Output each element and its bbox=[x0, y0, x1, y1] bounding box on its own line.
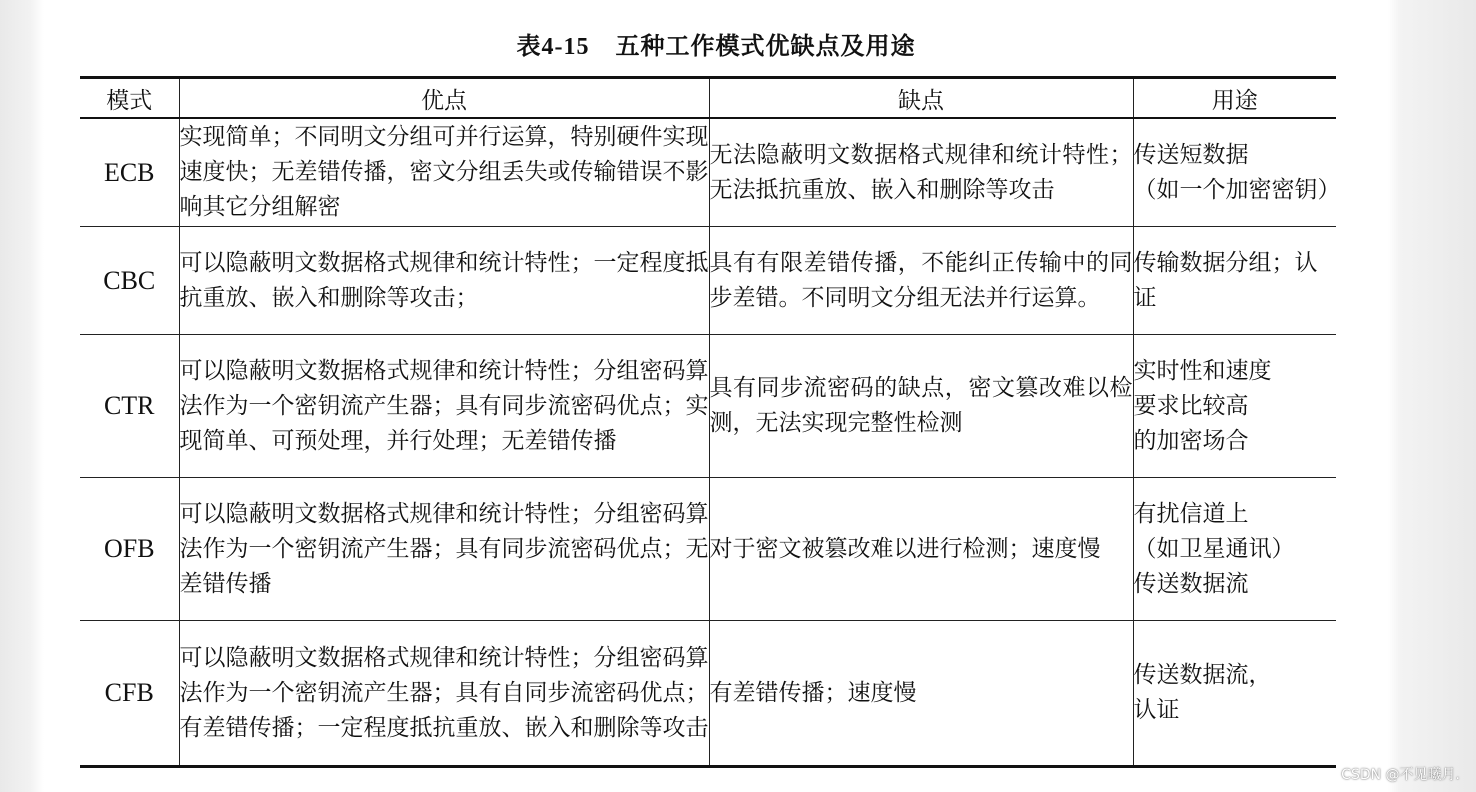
mode-cell: ECB bbox=[80, 118, 179, 227]
table-row bbox=[80, 621, 1336, 767]
table-row bbox=[80, 227, 1336, 335]
usage-cell: 有扰信道上 （如卫星通讯） 传送数据流 bbox=[1133, 478, 1336, 621]
document-page bbox=[44, 0, 1388, 792]
mode-cell: OFB bbox=[80, 478, 179, 621]
mode-cell: CBC bbox=[80, 227, 179, 335]
watermark: CSDN @不见曦月. bbox=[1341, 767, 1460, 783]
disadvantages-cell: 具有有限差错传播，不能纠正传输中的同步差错。不同明文分组无法并行运算。 bbox=[709, 227, 1133, 335]
table-title: 五种工作模式优缺点及用途 bbox=[615, 31, 916, 60]
advantages-cell: 实现简单；不同明文分组可并行运算，特别硬件实现速度快；无差错传播，密文分组丢失或传输错误不影响其它分组解密 bbox=[179, 118, 709, 227]
modes-table bbox=[80, 76, 1341, 768]
usage-cell: 传送数据流， 认证 bbox=[1133, 621, 1336, 767]
table-row bbox=[80, 118, 1336, 227]
header-mode: 模式 bbox=[80, 78, 179, 119]
usage-cell: 传送短数据 （如一个加密密钥） bbox=[1133, 118, 1336, 227]
table-row bbox=[80, 478, 1336, 621]
advantages-cell: 可以隐蔽明文数据格式规律和统计特性；分组密码算法作为一个密钥流产生器；具有同步流密码优点；无差错传播 bbox=[179, 478, 709, 621]
header-disadvantages: 缺点 bbox=[709, 78, 1133, 119]
table-number: 表4-15 bbox=[516, 34, 590, 60]
disadvantages-cell: 有差错传播；速度慢 bbox=[709, 621, 1133, 767]
advantages-cell: 可以隐蔽明文数据格式规律和统计特性；一定程度抵抗重放、嵌入和删除等攻击； bbox=[179, 227, 709, 335]
disadvantages-cell: 对于密文被篡改难以进行检测；速度慢 bbox=[709, 478, 1133, 621]
header-advantages: 优点 bbox=[179, 78, 709, 119]
disadvantages-cell: 无法隐蔽明文数据格式规律和统计特性；无法抵抗重放、嵌入和删除等攻击 bbox=[709, 118, 1133, 227]
usage-cell: 传输数据分组；认证 bbox=[1133, 227, 1336, 335]
advantages-cell: 可以隐蔽明文数据格式规律和统计特性；分组密码算法作为一个密钥流产生器；具有自同步流密码优点；有差错传播；一定程度抵抗重放、嵌入和删除等攻击 bbox=[179, 621, 709, 767]
header-usage: 用途 bbox=[1133, 78, 1336, 119]
table-caption bbox=[44, 26, 1388, 61]
advantages-cell: 可以隐蔽明文数据格式规律和统计特性；分组密码算法作为一个密钥流产生器；具有同步流密码优点；实现简单、可预处理，并行处理；无差错传播 bbox=[179, 335, 709, 478]
table-header-row bbox=[80, 78, 1336, 119]
disadvantages-cell: 具有同步流密码的缺点，密文篡改难以检测，无法实现完整性检测 bbox=[709, 335, 1133, 478]
table-row bbox=[80, 335, 1336, 478]
mode-cell: CFB bbox=[80, 621, 179, 767]
usage-cell: 实时性和速度 要求比较高 的加密场合 bbox=[1133, 335, 1336, 478]
mode-cell: CTR bbox=[80, 335, 179, 478]
